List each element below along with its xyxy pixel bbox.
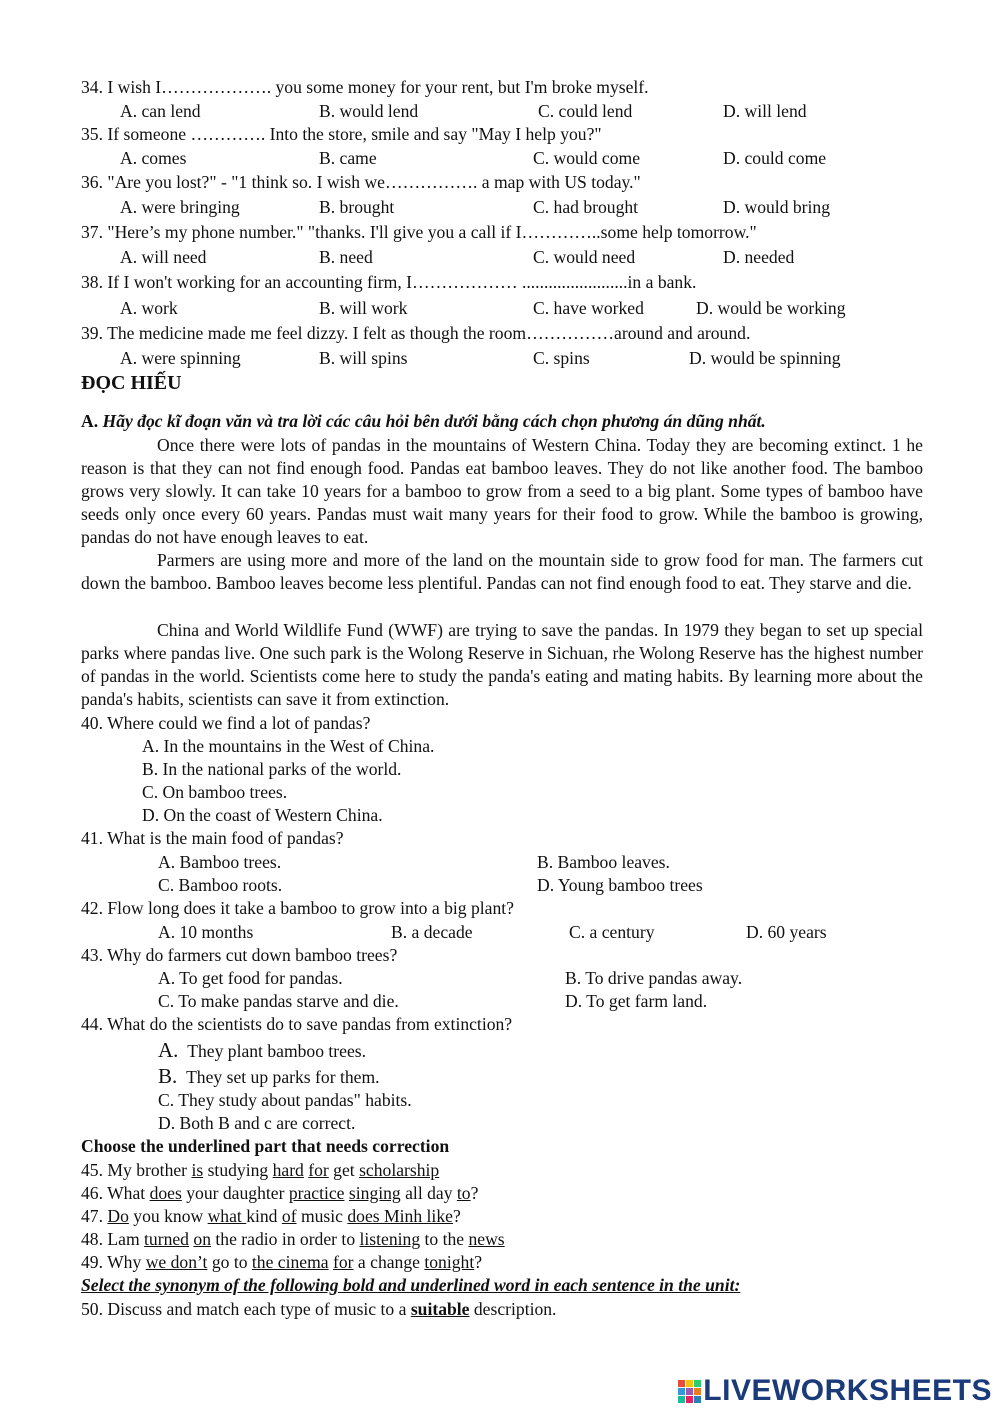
- question-40-option-c: C. On bamboo trees.: [142, 782, 288, 802]
- question-44-stem: 44. What do the scientists do to save pandas from extinction?: [81, 1014, 513, 1034]
- question-41-option-d: D. Young bamboo trees: [537, 875, 703, 895]
- underlined-part: tonight: [424, 1252, 475, 1272]
- sentence-text: ?: [470, 1183, 479, 1203]
- question-35-option-a: A. comes: [120, 148, 187, 168]
- question-48: [81, 1228, 505, 1250]
- underlined-part: is: [191, 1160, 204, 1180]
- reading-instruction-text: Hãy đọc kĩ đoạn văn và tra lời các câu hỏi bên dưới bằng cách chọn phương án dũng nhất.: [102, 411, 766, 431]
- question-42-option-a: A. 10 months: [158, 922, 254, 942]
- question-43-option-d: D. To get farm land.: [565, 991, 708, 1011]
- synonym-instruction-text: Select the synonym of the following bold and underlined word in each sentence in the unit:: [81, 1275, 741, 1295]
- sentence-text: My brother: [107, 1160, 192, 1180]
- sentence-text: Why: [107, 1252, 146, 1272]
- question-35-option-c: C. would come: [533, 148, 641, 168]
- liveworksheets-logo[interactable]: [678, 1374, 992, 1408]
- question-36-stem: 36. "Are you lost?" - "1 think so. I wish we……………. a map with US today.": [81, 172, 641, 192]
- question-50-after: description.: [469, 1299, 557, 1319]
- passage-paragraph-1-text: Once there were lots of pandas in the mountains of Western China. Today they are becoming extinct. 1 he reason is that they can not find enough food. Pandas eat bamboo leaves. They do not like another food. The bamboo grows very slowly. It can take 10 years for a bamboo to grow from a seed to a big plant. Some types of bamboo have seeds only once every 60 years. Pandas must wait many years for their food to grow. While the bamboo is growing, pandas do not have enough leaves to eat.: [81, 435, 923, 547]
- question-42-option-d: D. 60 years: [746, 922, 827, 942]
- question-39-option-c: C. spins: [533, 348, 590, 368]
- question-43-option-a: A. To get food for pandas.: [158, 968, 343, 988]
- underlined-part: hard: [272, 1160, 304, 1180]
- question-37-stem: 37. "Here’s my phone number." "thanks. I'll give you a call if I…………..some help tomorrow.": [81, 222, 757, 242]
- question-40-option-d: D. On the coast of Western China.: [142, 805, 383, 825]
- question-37-option-c: C. would need: [533, 247, 636, 267]
- sentence-text: to the: [420, 1229, 469, 1249]
- question-50-keyword: suitable: [410, 1299, 470, 1319]
- sentence-text: ?: [452, 1206, 461, 1226]
- underlined-part: Do: [107, 1206, 129, 1226]
- question-number: 49.: [81, 1252, 108, 1272]
- underlined-part: the cinema: [251, 1252, 329, 1272]
- question-34-option-c: C. could lend: [538, 101, 633, 121]
- question-34-stem: 34. I wish I………………. you some money for your rent, but I'm broke myself.: [81, 77, 649, 97]
- question-49: [81, 1251, 482, 1273]
- underlined-part: to: [456, 1183, 471, 1203]
- sentence-text: go to: [207, 1252, 252, 1272]
- passage-paragraph-3-text: China and World Wildlife Fund (WWF) are trying to save the pandas. In 1979 they began to set up special parks where pandas live. One such park is the Wolong Reserve in Sichuan, rhe Wolong Reserve has the highest number of pandas in the world. Scientists come here to study the panda's eating and mating habits. By learning more about the panda's habits, scientists can save it from extinction.: [81, 620, 923, 709]
- question-36-option-b: B. brought: [319, 197, 395, 217]
- question-41-option-c: C. Bamboo roots.: [158, 875, 283, 895]
- question-42-option-b: B. a decade: [391, 922, 473, 942]
- underlined-part: does Minh like: [347, 1206, 453, 1226]
- question-39-option-d: D. would be spinning: [689, 348, 841, 368]
- underlined-part: for: [308, 1160, 329, 1180]
- question-44-option-a-letter: A.: [158, 1038, 179, 1062]
- underlined-part: singing: [348, 1183, 401, 1203]
- question-36-option-d: D. would bring: [723, 197, 831, 217]
- question-44-option-a: [158, 1039, 366, 1062]
- question-45: [81, 1159, 439, 1181]
- question-number: 46.: [81, 1183, 108, 1203]
- sentence-text: a change: [353, 1252, 425, 1272]
- underlined-part: we don’t: [145, 1252, 208, 1272]
- question-43-option-b: B. To drive pandas away.: [565, 968, 743, 988]
- sentence-text: Lam: [107, 1229, 145, 1249]
- sentence-text: ?: [474, 1252, 483, 1272]
- underlined-part: turned: [144, 1229, 189, 1249]
- question-44-option-c: C. They study about pandas" habits.: [158, 1090, 412, 1110]
- liveworksheets-logo-icon: [678, 1380, 701, 1403]
- sentence-text: you know: [128, 1206, 208, 1226]
- sentence-text: studying: [203, 1160, 273, 1180]
- passage-paragraph-2: [81, 549, 923, 595]
- question-47: [81, 1205, 461, 1227]
- question-46: [81, 1182, 478, 1204]
- question-44-option-d: D. Both B and c are correct.: [158, 1113, 356, 1133]
- question-35-option-d: D. could come: [723, 148, 827, 168]
- underlined-part: on: [193, 1229, 211, 1249]
- question-number: 47.: [81, 1206, 108, 1226]
- sentence-text: What: [107, 1183, 150, 1203]
- reading-instruction-label: A.: [81, 411, 99, 431]
- reading-instruction: [81, 411, 766, 432]
- question-44-option-a-text: They plant bamboo trees.: [187, 1041, 367, 1061]
- question-40-option-a: A. In the mountains in the West of China.: [142, 736, 435, 756]
- question-34-option-a: A. can lend: [120, 101, 201, 121]
- sentence-text: kind: [246, 1206, 282, 1226]
- underlined-part: of: [281, 1206, 297, 1226]
- question-36-option-c: C. had brought: [533, 197, 639, 217]
- question-38-option-d: D. would be working: [696, 298, 846, 318]
- question-35-stem: 35. If someone …………. Into the store, smile and say "May I help you?": [81, 124, 602, 144]
- reading-heading: ĐỌC HIẾU: [81, 372, 182, 394]
- question-39-option-b: B. will spins: [319, 348, 408, 368]
- underlined-part: practice: [288, 1183, 345, 1203]
- underlined-part: listening: [359, 1229, 421, 1249]
- question-37-option-d: D. needed: [723, 247, 795, 267]
- question-44-option-b-text: They set up parks for them.: [186, 1067, 380, 1087]
- question-36-option-a: A. were bringing: [120, 197, 240, 217]
- question-37-option-a: A. will need: [120, 247, 207, 267]
- question-38-option-b: B. will work: [319, 298, 408, 318]
- question-44-option-b: [158, 1065, 380, 1088]
- liveworksheets-logo-text: LIVEWORKSHEETS: [703, 1374, 992, 1407]
- question-44-option-b-letter: B.: [158, 1064, 178, 1088]
- question-34-option-d: D. will lend: [723, 101, 807, 121]
- question-43-option-c: C. To make pandas starve and die.: [158, 991, 399, 1011]
- question-41-option-b: B. Bamboo leaves.: [537, 852, 670, 872]
- sentence-text: all day: [400, 1183, 457, 1203]
- question-43-stem: 43. Why do farmers cut down bamboo trees?: [81, 945, 398, 965]
- correction-instruction: Choose the underlined part that needs correction: [81, 1136, 450, 1156]
- question-38-stem: 38. If I won't working for an accounting firm, I……………… ........................in a bank.: [81, 272, 697, 292]
- passage-paragraph-2-text: Parmers are using more and more of the land on the mountain side to grow food for man. The farmers cut down the bamboo. Bamboo leaves become less plentiful. Pandas can not find enough food to eat. They starve and die.: [81, 550, 923, 593]
- question-34-option-b: B. would lend: [319, 101, 419, 121]
- question-41-stem: 41. What is the main food of pandas?: [81, 828, 344, 848]
- question-50-before: 50. Discuss and match each type of music to a: [81, 1299, 411, 1319]
- underlined-part: news: [468, 1229, 505, 1249]
- question-38-option-c: C. have worked: [533, 298, 644, 318]
- passage-paragraph-1: [81, 434, 923, 549]
- sentence-text: your daughter: [181, 1183, 289, 1203]
- passage-paragraph-3: [81, 619, 923, 711]
- underlined-part: scholarship: [359, 1160, 440, 1180]
- question-42-stem: 42. Flow long does it take a bamboo to grow into a big plant?: [81, 898, 514, 918]
- question-35-option-b: B. came: [319, 148, 377, 168]
- underlined-part: what: [207, 1206, 247, 1226]
- underlined-part: for: [333, 1252, 354, 1272]
- underlined-part: does: [149, 1183, 182, 1203]
- question-40-stem: 40. Where could we find a lot of pandas?: [81, 713, 371, 733]
- question-41-option-a: A. Bamboo trees.: [158, 852, 282, 872]
- question-39-stem: 39. The medicine made me feel dizzy. I felt as though the room……………around and around.: [81, 323, 751, 343]
- synonym-instruction: [81, 1275, 740, 1296]
- sentence-text: music: [296, 1206, 348, 1226]
- question-40-option-b: B. In the national parks of the world.: [142, 759, 402, 779]
- question-42-option-c: C. a century: [569, 922, 655, 942]
- sentence-text: get: [328, 1160, 360, 1180]
- question-38-option-a: A. work: [120, 298, 178, 318]
- question-number: 48.: [81, 1229, 108, 1249]
- question-37-option-b: B. need: [319, 247, 373, 267]
- question-number: 45.: [81, 1160, 108, 1180]
- question-39-option-a: A. were spinning: [120, 348, 241, 368]
- sentence-text: the radio in order to: [210, 1229, 360, 1249]
- question-50: [81, 1298, 556, 1320]
